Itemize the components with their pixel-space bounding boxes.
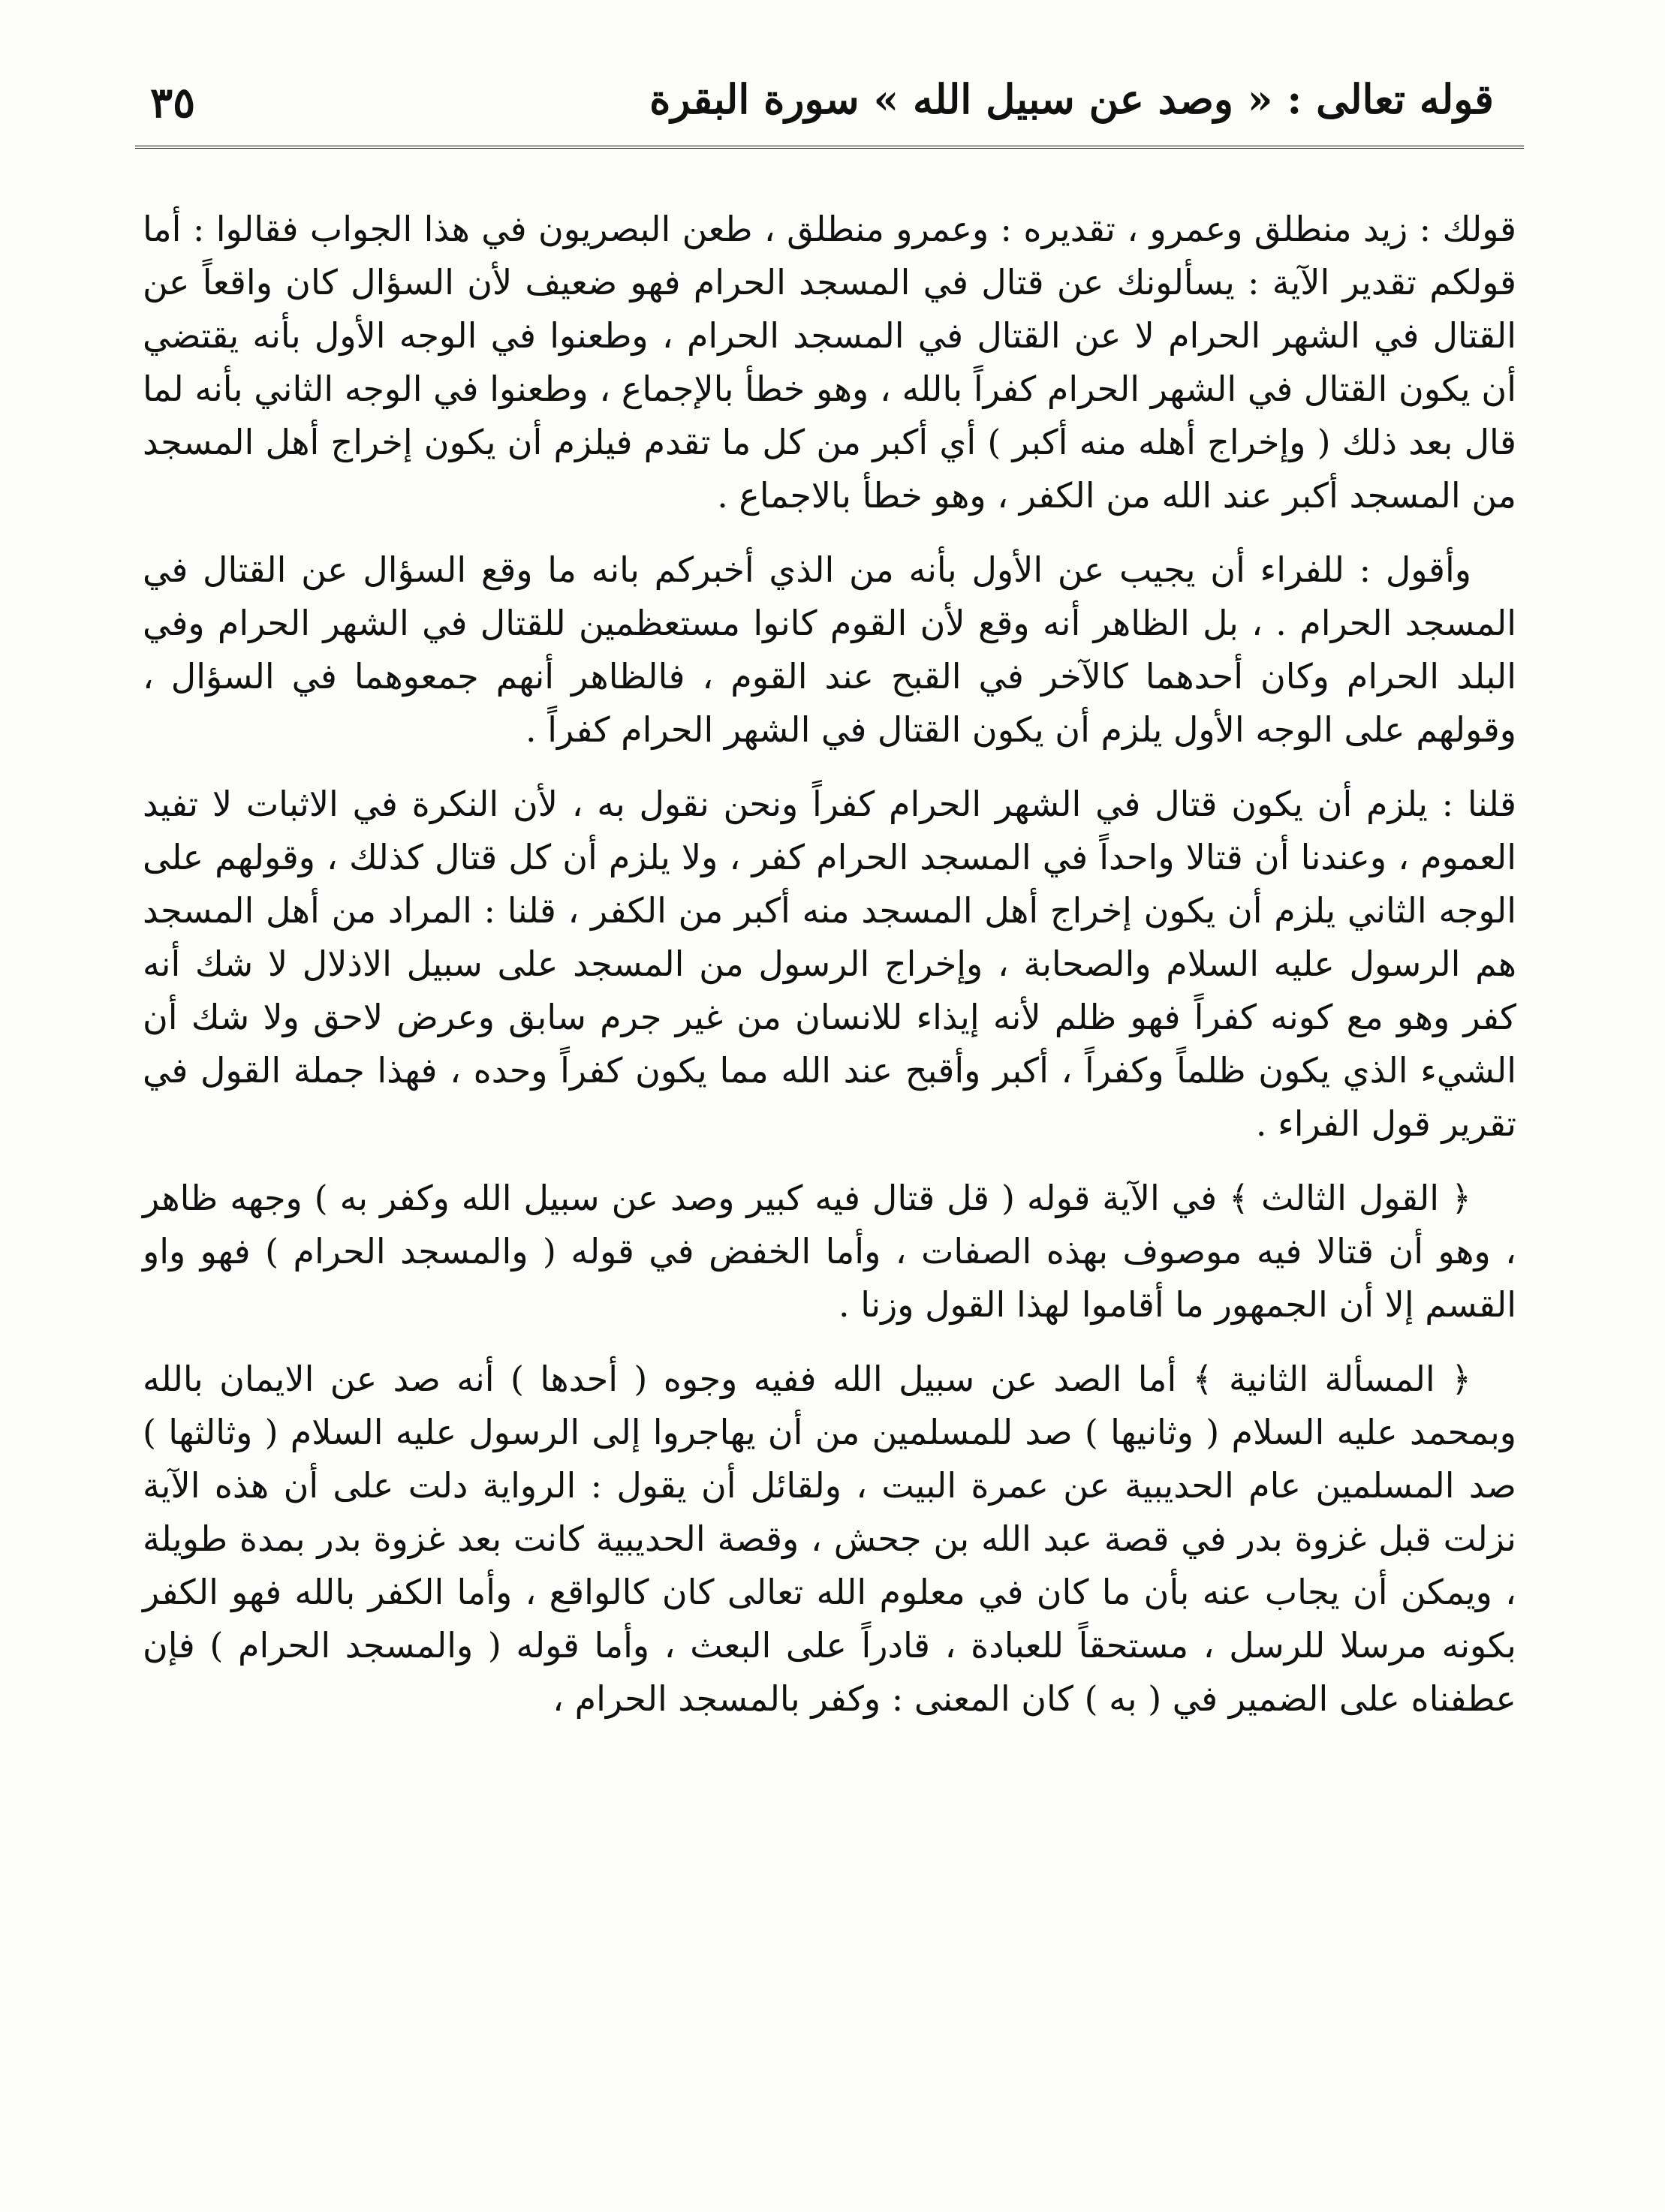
page-number: ٣٥	[150, 78, 196, 128]
header-divider	[135, 146, 1524, 149]
page-body	[143, 203, 1516, 1747]
paragraph-5: ﴿ المسألة الثانية ﴾ أما الصد عن سبيل الله ففيه وجوه ( أحدها ) أنه صد عن الايمان بالله وبمحمد عليه السلام ( وثانيها ) صد للمسلمين من أن يهاجروا إلى الرسول عليه السلام ( وثالثها ) صد المسلمين عام الحديبية عن عمرة البيت ، ولقائل أن يقول : الرواية دلت على أن هذه الآية نزلت قبل غزوة بدر في قصة عبد الله بن جحش ، وقصة الحديبية كانت بعد غزوة بدر بمدة طويلة ، ويمكن أن يجاب عنه بأن ما كان في معلوم الله تعالى كان كالواقع ، وأما الكفر بالله فهو الكفر بكونه مرسلا للرسل ، مستحقاً للعبادة ، قادراً على البعث ، وأما قوله ( والمسجد الحرام ) فإن عطفناه على الضمير في ( به ) كان المعنى : وكفر بالمسجد الحرام ،	[143, 1359, 1516, 1719]
page-header	[135, 68, 1524, 150]
paragraph-2: وأقول : للفراء أن يجيب عن الأول بأنه من الذي أخبركم بانه ما وقع السؤال عن القتال في المسجد الحرام . ، بل الظاهر أنه وقع لأن القوم كانوا مستعظمين للقتال في الشهر الحرام وفي البلد الحرام وكان أحدهما كالآخر في القبح عند القوم ، فالظاهر أنهم جمعوهما في السؤال ، وقولهم على الوجه الأول يلزم أن يكون القتال في الشهر الحرام كفراً .	[143, 549, 1516, 750]
running-title: قوله تعالى : « وصد عن سبيل الله » سورة البقرة	[649, 75, 1494, 123]
paragraph-3: قلنا : يلزم أن يكون قتال في الشهر الحرام كفراً ونحن نقول به ، لأن النكرة في الاثبات لا تفيد العموم ، وعندنا أن قتالا واحداً في المسجد الحرام كفر ، ولا يلزم أن كل قتال كذلك ، وقولهم على الوجه الثاني يلزم أن يكون إخراج أهل المسجد منه أكبر من الكفر ، قلنا : المراد من أهل المسجد هم الرسول عليه السلام والصحابة ، وإخراج الرسول من المسجد على سبيل الاذلال لا شك أنه كفر وهو مع كونه كفراً فهو ظلم لأنه إيذاء للانسان من غير جرم سابق وعرض لاحق ولا شك أن الشيء الذي يكون ظلماً وكفراً ، أكبر وأقبح عند الله مما يكون كفراً وحده ، فهذا جملة القول في تقرير قول الفراء .	[143, 784, 1517, 1144]
paragraph-1: قولك : زيد منطلق وعمرو ، تقديره : وعمرو منطلق ، طعن البصريون في هذا الجواب فقالوا : أما قولكم تقدير الآية : يسألونك عن قتال في المسجد الحرام فهو ضعيف لأن السؤال كان واقعاً عن القتال في الشهر الحرام لا عن القتال في المسجد الحرام ، وطعنوا في الوجه الأول بأنه يقتضي أن يكون القتال في الشهر الحرام كفراً بالله ، وهو خطأ بالإجماع ، وطعنوا في الوجه الثاني بأنه لما قال بعد ذلك ( وإخراج أهله منه أكبر ) أي أكبر من كل ما تقدم فيلزم أن يكون إخراج أهل المسجد من المسجد أكبر عند الله من الكفر ، وهو خطأ بالاجماع .	[143, 209, 1516, 516]
paragraph-4: ﴿ القول الثالث ﴾ في الآية قوله ( قل قتال فيه كبير وصد عن سبيل الله وكفر به ) وجهه ظاهر ، وهو أن قتالا فيه موصوف بهذه الصفات ، وأما الخفض في قوله ( والمسجد الحرام ) فهو واو القسم إلا أن الجمهور ما أقاموا لهذا القول وزنا .	[143, 1178, 1517, 1325]
